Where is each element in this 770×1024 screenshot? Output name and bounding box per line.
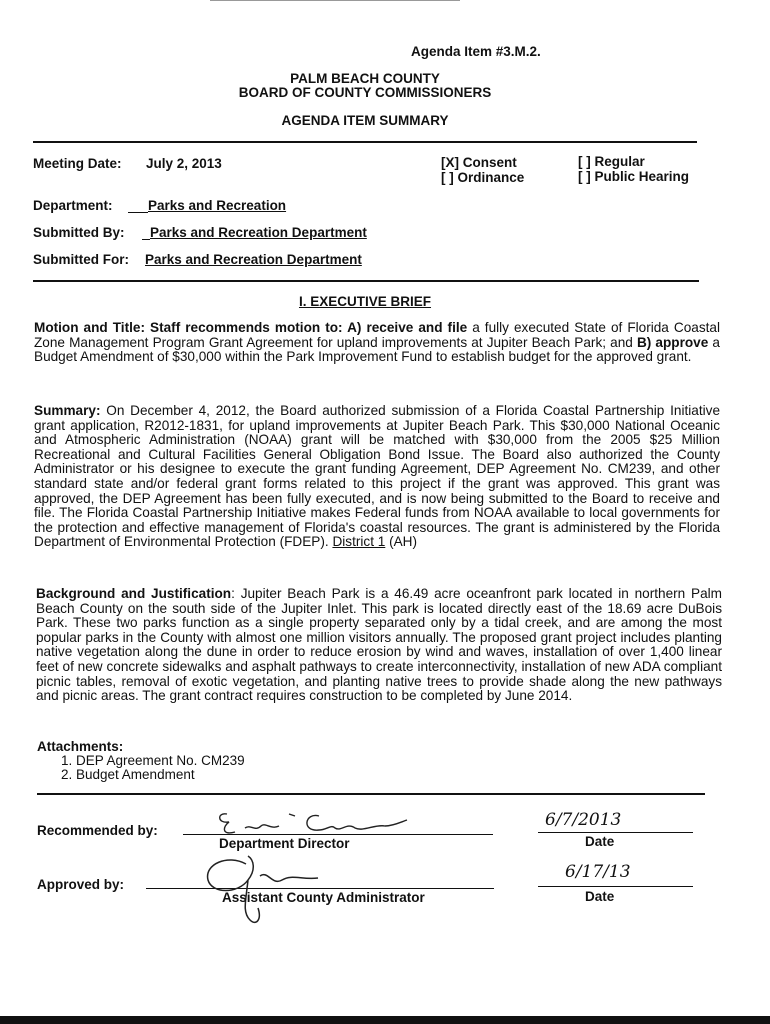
agenda-item-number: Agenda Item #3.M.2. bbox=[411, 44, 541, 59]
scan-bottom-edge bbox=[0, 1016, 770, 1024]
approved-date-value: 6/17/13 bbox=[565, 862, 631, 882]
board-name: BOARD OF COUNTY COMMISSIONERS bbox=[238, 85, 492, 100]
motion-lead: Staff recommends motion to: A) receive and file bbox=[150, 320, 468, 335]
summary-title: AGENDA ITEM SUMMARY bbox=[281, 113, 449, 128]
approved-by-label: Approved by: bbox=[37, 877, 125, 892]
district-suffix: (AH) bbox=[385, 534, 418, 550]
submitted-by-underline bbox=[142, 239, 150, 240]
recommended-by-label: Recommended by: bbox=[37, 823, 158, 838]
submitted-for-value: Parks and Recreation Department bbox=[145, 252, 362, 267]
submitted-by-label: Submitted By: bbox=[33, 225, 125, 240]
summary-label: Summary: bbox=[34, 403, 101, 418]
attachments-title: Attachments: bbox=[37, 739, 124, 754]
approved-date-line bbox=[538, 886, 693, 887]
motion-label: Motion and Title: bbox=[34, 320, 145, 335]
attachment-item-2: 2. Budget Amendment bbox=[61, 767, 195, 782]
section-divider bbox=[33, 280, 699, 282]
background-text: : Jupiter Beach Park is a 46.49 acre oceanfront park located in northern Palm Beach County on the south side of the Jupiter Inlet. This park is located directly east of the 18.69 acre DuBois Park. These two parks function as a single property separated only by a tidal creek, and are among the most popular parks in the County with almost one million visitors annually. The proposed grant project includes planting native vegetation along the dune in order to reduce erosion by wind and waves, installation of over 1,400 linear feet of new concrete sidewalks and asphalt pathways to create interconnectivity, installation of new ADA compliant picnic tables, removal of exotic vegetation, and planting native trees to provide shade along the new pathways and picnic areas. The grant contract requires construction to be completed by June 2014. bbox=[36, 586, 722, 704]
top-edge-rule bbox=[210, 0, 460, 1]
attachment-item-1: 1. DEP Agreement No. CM239 bbox=[61, 753, 245, 768]
regular-option: [ ] Regular bbox=[578, 154, 645, 169]
meeting-date-value: July 2, 2013 bbox=[146, 156, 222, 171]
department-underline bbox=[128, 212, 148, 213]
county-name: PALM BEACH COUNTY bbox=[290, 71, 440, 86]
attachments-divider bbox=[37, 793, 705, 795]
summary-text: On December 4, 2012, the Board authorized submission of a Florida Coastal Partnership Initiative grant application, R2012-1831, for upland improvements at Jupiter Beach Park. This $30,000 National Oceanic and Atmospheric Administration (NOAA) grant will be matched with $30,000 from the 2005 $25 Million Recreational and Cultural Facilities General Obligation Bond Issue. The Board also authorized the County Administrator or his designee to execute the grant funding Agreement, DEP Agreement No. CM239, and other standard state and/or federal grant forms related to this project if the grant was approved. This grant was approved, the DEP Agreement has been fully executed, and is now being submitted to the Board to receive and file. The Florida Coastal Partnership Initiative makes Federal funds from NOAA available to local governments for the protection and effective management of Florida's coastal resources. The grant is administered by the Florida Department of Environmental Protection (FDEP). bbox=[34, 403, 720, 550]
department-label: Department: bbox=[33, 198, 113, 213]
consent-option: [X] Consent bbox=[441, 155, 517, 170]
recommended-date-line bbox=[538, 832, 693, 833]
recommended-date-label: Date bbox=[585, 834, 615, 849]
assistant-administrator-title: Assistant County Administrator bbox=[222, 890, 425, 905]
submitted-for-label: Submitted For: bbox=[33, 252, 129, 267]
district-link: District 1 bbox=[332, 534, 386, 550]
motion-text-2: a Budget Amendment of $30,000 within the Park Improvement Fund to establish budget for the approved grant. bbox=[34, 334, 720, 365]
recommended-date-value: 6/7/2013 bbox=[545, 810, 622, 830]
department-director-title: Department Director bbox=[219, 836, 350, 851]
background-paragraph bbox=[36, 587, 722, 704]
motion-text-1: a fully executed State of Florida Coastal Zone Management Program Grant Agreement for upland improvements at Jupiter Beach Park; and bbox=[34, 320, 720, 350]
department-value: Parks and Recreation bbox=[148, 198, 287, 213]
motion-paragraph bbox=[34, 321, 720, 365]
executive-brief-title: I. EXECUTIVE BRIEF bbox=[298, 294, 432, 309]
motion-b: B) approve bbox=[636, 334, 709, 350]
meeting-date-label: Meeting Date: bbox=[33, 156, 122, 171]
background-label: Background and Justification bbox=[36, 586, 232, 601]
submitted-by-value: Parks and Recreation Department bbox=[150, 225, 367, 240]
summary-paragraph bbox=[34, 404, 720, 550]
public-hearing-option: [ ] Public Hearing bbox=[578, 169, 690, 184]
approved-date-label: Date bbox=[585, 889, 615, 904]
ordinance-option: [ ] Ordinance bbox=[441, 170, 525, 185]
header-divider bbox=[33, 141, 697, 143]
